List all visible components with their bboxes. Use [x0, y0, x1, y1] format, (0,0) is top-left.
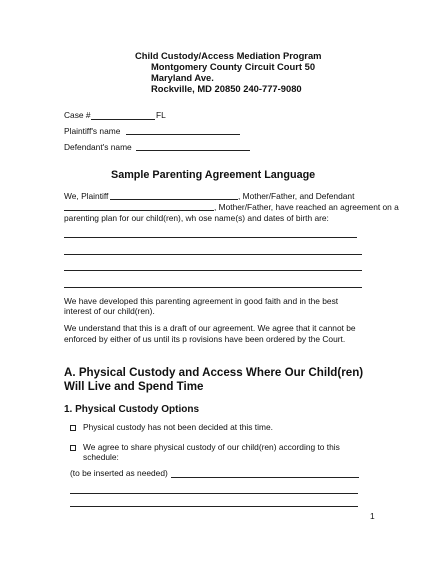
subsection-heading: 1. Physical Custody Options	[64, 404, 200, 415]
intro-plan-line: parenting plan for our child(ren), wh ose name(s) and dates of birth are:	[64, 213, 329, 223]
case-suffix: FL	[156, 110, 166, 120]
child-line-3[interactable]	[64, 270, 362, 271]
document-title: Sample Parenting Agreement Language	[111, 169, 316, 181]
option-shared-custody-label-1: We agree to share physical custody of our child(ren) according to this	[83, 442, 340, 452]
option-not-decided-checkbox-icon[interactable]	[70, 425, 76, 431]
child-line-2[interactable]	[64, 254, 362, 255]
intro-mf-reached: , Mother/Father, have reached an agreement on a	[214, 202, 399, 212]
option-shared-custody-checkbox-icon[interactable]	[70, 445, 76, 451]
case-number-label: Case #	[64, 110, 91, 120]
section-a-heading-line-2: Will Live and Spend Time	[64, 380, 204, 393]
child-line-1[interactable]	[64, 237, 357, 238]
draft-line-1: We understand that this is a draft of our agreement. We agree that it cannot be	[64, 323, 356, 333]
court-street: Maryland Ave.	[151, 72, 214, 83]
schedule-line-3[interactable]	[70, 506, 358, 507]
court-name: Montgomery County Circuit Court 50	[151, 61, 316, 72]
defendant-intro-line[interactable]	[64, 210, 214, 211]
program-title: Child Custody/Access Mediation Program	[135, 50, 322, 61]
defendant-name-line[interactable]	[136, 150, 250, 151]
child-line-4[interactable]	[64, 287, 362, 288]
draft-line-2: enforced by either of us until its p rovisions have been ordered by the Court.	[64, 334, 346, 344]
schedule-line-2[interactable]	[70, 493, 358, 494]
plaintiff-name-line[interactable]	[126, 134, 240, 135]
schedule-line-1[interactable]	[171, 477, 359, 478]
good-faith-line-2: interest of our child(ren).	[64, 306, 155, 316]
insert-note: (to be inserted as needed)	[70, 468, 168, 478]
court-city-phone: Rockville, MD 20850 240-777-9080	[151, 83, 302, 94]
section-a-heading-line-1: A. Physical Custody and Access Where Our Child(ren)	[64, 366, 364, 379]
plaintiff-name-label: Plaintiff's name	[64, 126, 121, 136]
good-faith-line-1: We have developed this parenting agreement in good faith and in the best	[64, 296, 339, 306]
defendant-name-label: Defendant's name	[64, 142, 132, 152]
option-not-decided-label: Physical custody has not been decided at this time.	[83, 422, 273, 432]
intro-mf-defendant: , Mother/Father, and Defendant	[238, 191, 355, 201]
plaintiff-intro-line[interactable]	[110, 199, 238, 200]
option-shared-custody-label-2: schedule:	[83, 452, 119, 462]
page-number: 1	[370, 511, 375, 521]
case-number-line[interactable]	[91, 119, 155, 120]
intro-we-plaintiff: We, Plaintiff	[64, 191, 109, 201]
